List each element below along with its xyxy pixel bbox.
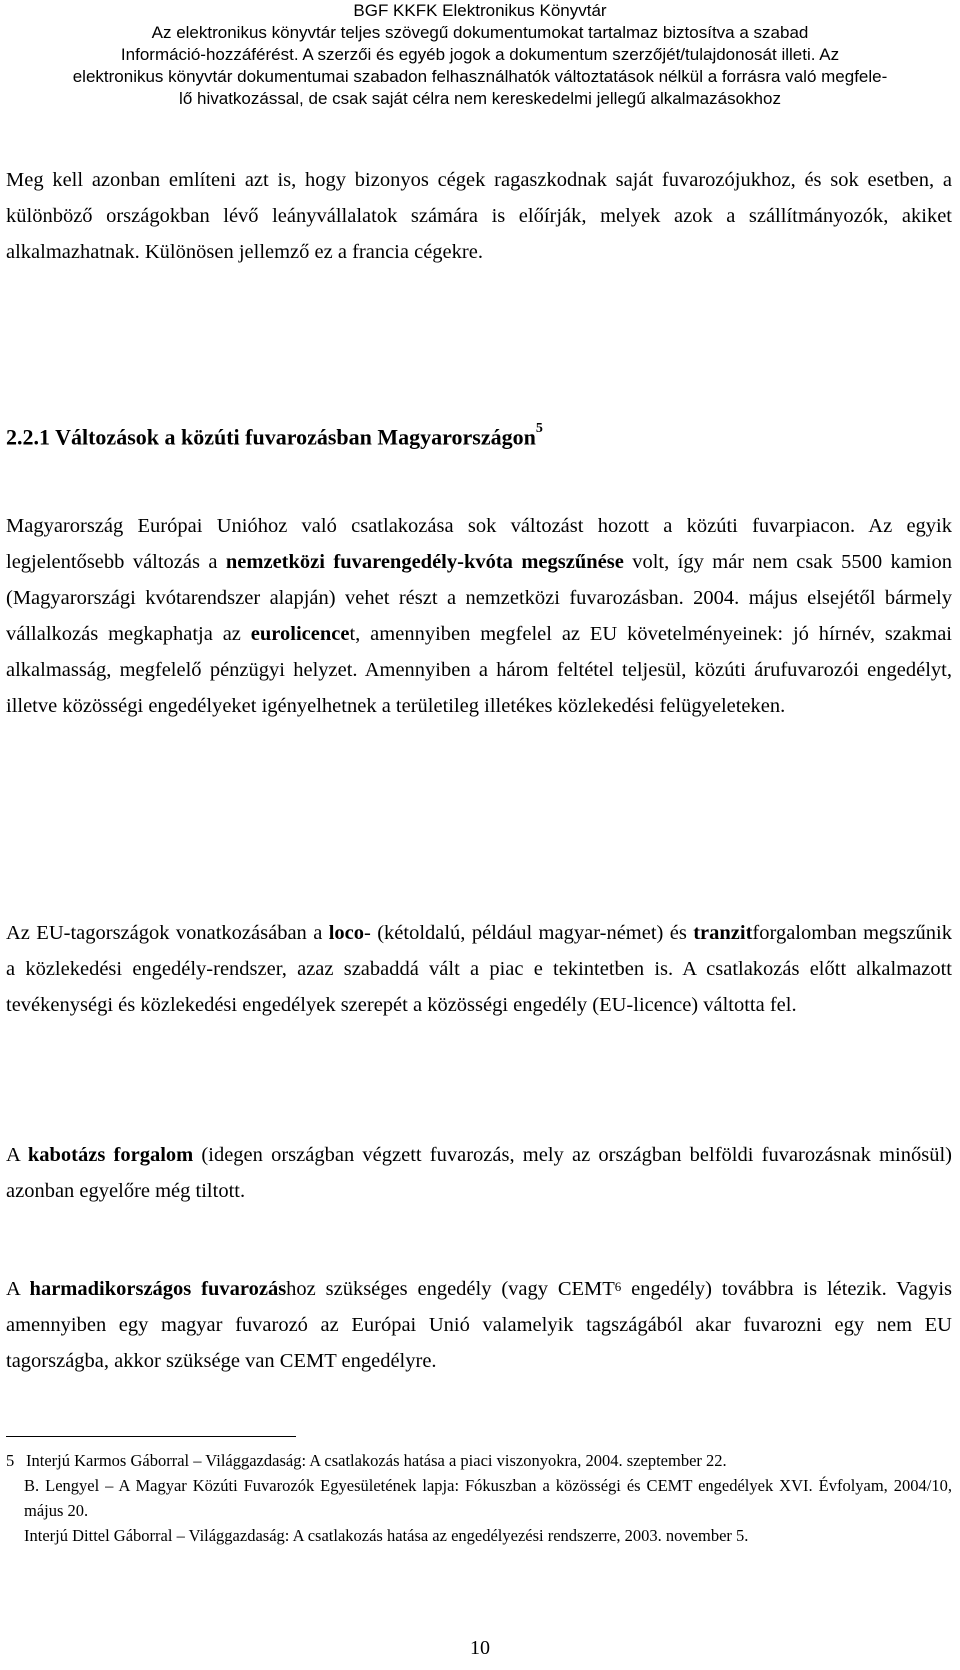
footnote-ref-6: 6: [614, 1279, 622, 1294]
section-heading: [6, 418, 543, 452]
text-run: t, amennyiben megfelel az EU követelményeinek: jó hírnév, szakmai alkalmasság, megfelelő pénzügyi helyzet. Amennyiben a három feltétel teljesül, közúti árufuvarozói engedélyt, illetve közösségi engedélyeket igényelhetnek a területileg illetékes közlekedési felügyeleteken.: [6, 623, 953, 717]
text-run: Az EU-tagországok vonatkozásában a: [6, 922, 329, 944]
footnote-5-continued: Interjú Dittel Gáborral – Világgazdaság: A csatlakozás hatása az engedélyezési rendszerre, 2003. november 5.: [24, 1526, 749, 1545]
bold-term: tranzit: [693, 922, 753, 944]
paragraph-kabotazs: [6, 1137, 952, 1209]
header-notice-line: Információ-hozzáférést. A szerzői és egyéb jogok a dokumentum szerzőjét/tulajdonosát illeti. Az: [120, 45, 840, 64]
footnote-text: Interjú Karmos Gáborral – Világgazdaság: A csatlakozás hatása a piaci viszonyokra, 2004. szeptember 22.: [26, 1451, 727, 1470]
bold-term: nemzetközi fuvarengedély-kvóta megszűnése: [225, 551, 624, 573]
footnote-number: 5: [6, 1451, 15, 1470]
bold-term: harmadikországos fuvarozás: [29, 1278, 287, 1300]
bold-term: loco: [328, 922, 364, 944]
paragraph-eu-changes: [6, 508, 952, 724]
text-run: hoz szükséges engedély (vagy CEMT: [286, 1278, 615, 1300]
footnote-5: [6, 1448, 952, 1473]
text-run: - (kétoldalú, például magyar-német) és: [363, 922, 694, 944]
footnote-5-continued: B. Lengyel – A Magyar Közúti Fuvarozók Egyesületének lapja: Fókuszban a közösségi és CEMT engedélyek XVI. Évfolyam, 2004/10, május 20.: [24, 1476, 952, 1520]
footnotes: [6, 1448, 952, 1548]
text-run: engedély) továbbra is létezik. Vagyis amennyiben egy magyar fuvarozó az Európai Unió valamelyik tagszágából akar fuvarozni egy nem EU tagországba, akkor szüksége van CEMT engedélyre.: [6, 1278, 952, 1372]
bold-term: kabotázs forgalom: [27, 1144, 194, 1166]
text-run: A: [6, 1278, 30, 1300]
text-run: (idegen országban végzett fuvarozás, mely az országban belföldi fuvarozásnak minősül) azonban egyelőre még tiltott.: [6, 1144, 952, 1202]
text-run: A: [6, 1144, 28, 1166]
header-notice-line: elektronikus könyvtár dokumentumai szabadon felhasználhatók változtatások nélkül a forrásra való megfele-: [72, 67, 888, 86]
document-header: [0, 0, 960, 110]
text-run: volt, így már nem csak 5500 kamion (Magyarországi kvótarendszer alapján) vehet részt a nemzetközi fuvarozásban. 2004. május elsejétől bármely vállalkozás megkaphatja az: [6, 551, 952, 645]
footnote-separator: [6, 1436, 296, 1437]
header-notice-line: Az elektronikus könyvtár teljes szövegű dokumentumokat tartalmaz biztosítva a szabad: [151, 23, 809, 42]
paragraph-harmadikorszagos: [6, 1271, 952, 1379]
bold-term: eurolicence: [250, 623, 350, 645]
intro-paragraph: Meg kell azonban említeni azt is, hogy bizonyos cégek ragaszkodnak saját fuvarozójukhoz, és sok esetben, a különböző országokban lévő leányvállalatok számára is előírják, melyek azok a szállítmányozók, akiket alkalmazhatnak. Különösen jellemző ez a francia cégekre.: [6, 169, 952, 263]
text-run: Magyarország Európai Unióhoz való csatlakozása sok változást hozott a közúti fuvarpiacon. Az egyik legjelentősebb változás a: [6, 515, 952, 573]
paragraph-loco-tranzit: [6, 915, 952, 1023]
page-number: 10: [470, 1637, 490, 1659]
header-library-title: BGF KKFK Elektronikus Könyvtár: [353, 1, 607, 20]
footnote-ref-5: 5: [535, 421, 543, 436]
text-run: forgalomban megszűnik a közlekedési engedély-rendszer, azaz szabaddá vált a piac e tekintetben is. A csatlakozás előtt alkalmazott tevékenységi és közlekedési engedélyek szerepét a közösségi engedély (EU-licence) váltotta fel.: [6, 922, 952, 1016]
section-heading-text: 2.2.1 Változások a közúti fuvarozásban Magyarországon: [6, 424, 536, 450]
header-notice-line: lő hivatkozással, de csak saját célra nem kereskedelmi jellegű alkalmazásokhoz: [179, 89, 781, 108]
